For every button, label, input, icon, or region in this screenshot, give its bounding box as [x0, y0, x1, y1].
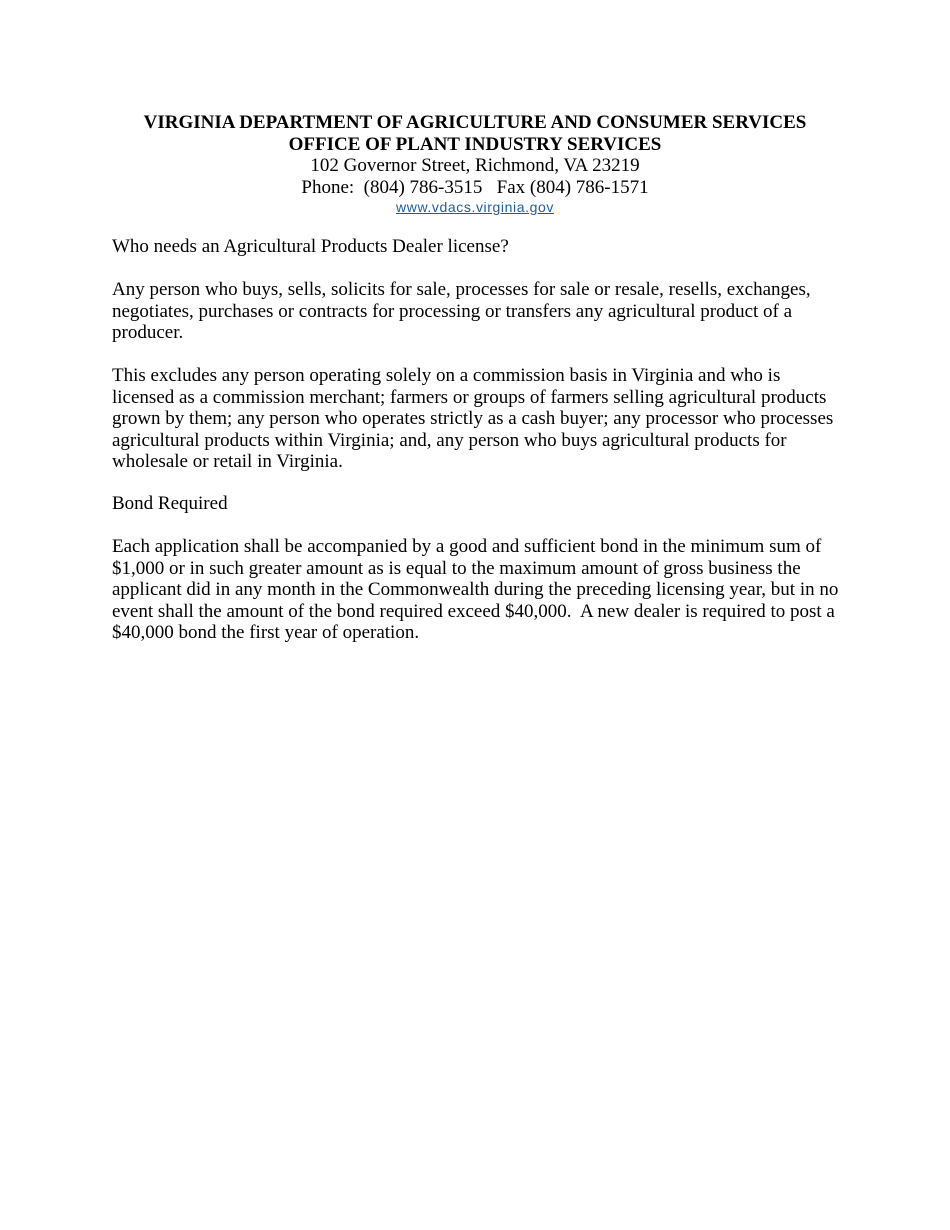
website-link[interactable]: www.vdacs.virginia.gov [396, 199, 554, 215]
definition-paragraph: Any person who buys, sells, solicits for sale, processes for sale or resale, resells, exchanges, negotiates, purchases or contracts for processing or transfers any agricultural product of a producer. [112, 279, 811, 343]
bond-heading: Bond Required [112, 493, 228, 514]
department-name: VIRGINIA DEPARTMENT OF AGRICULTURE AND CONSUMER SERVICES [143, 112, 807, 133]
phone-fax: Phone: (804) 786-3515 Fax (804) 786-1571 [301, 176, 649, 198]
office-name: OFFICE OF PLANT INDUSTRY SERVICES [288, 133, 662, 155]
letterhead [0, 112, 950, 217]
exclusions-paragraph: This excludes any person operating solely on a commission basis in Virginia and who is licensed as a commission merchant; farmers or groups of farmers selling agricultural products grown by them; any person who operates strictly as a cash buyer; any processor who processes agricultural products within Virginia; and, any person who buys agricultural products for wholesale or retail in Virginia. [112, 365, 834, 472]
license-question: Who needs an Agricultural Products Dealer license? [112, 236, 509, 257]
office-address: 102 Governor Street, Richmond, VA 23219 [310, 155, 640, 176]
bond-paragraph: Each application shall be accompanied by a good and sufficient bond in the minimum sum of $1,000 or in such greater amount as is equal to the maximum amount of gross business the applicant did in any month in the Commonwealth during the preceding licensing year, but in no event shall the amount of the bond required exceed $40,000. A new dealer is required to post a $40,000 bond the first year of operation. [112, 536, 844, 643]
